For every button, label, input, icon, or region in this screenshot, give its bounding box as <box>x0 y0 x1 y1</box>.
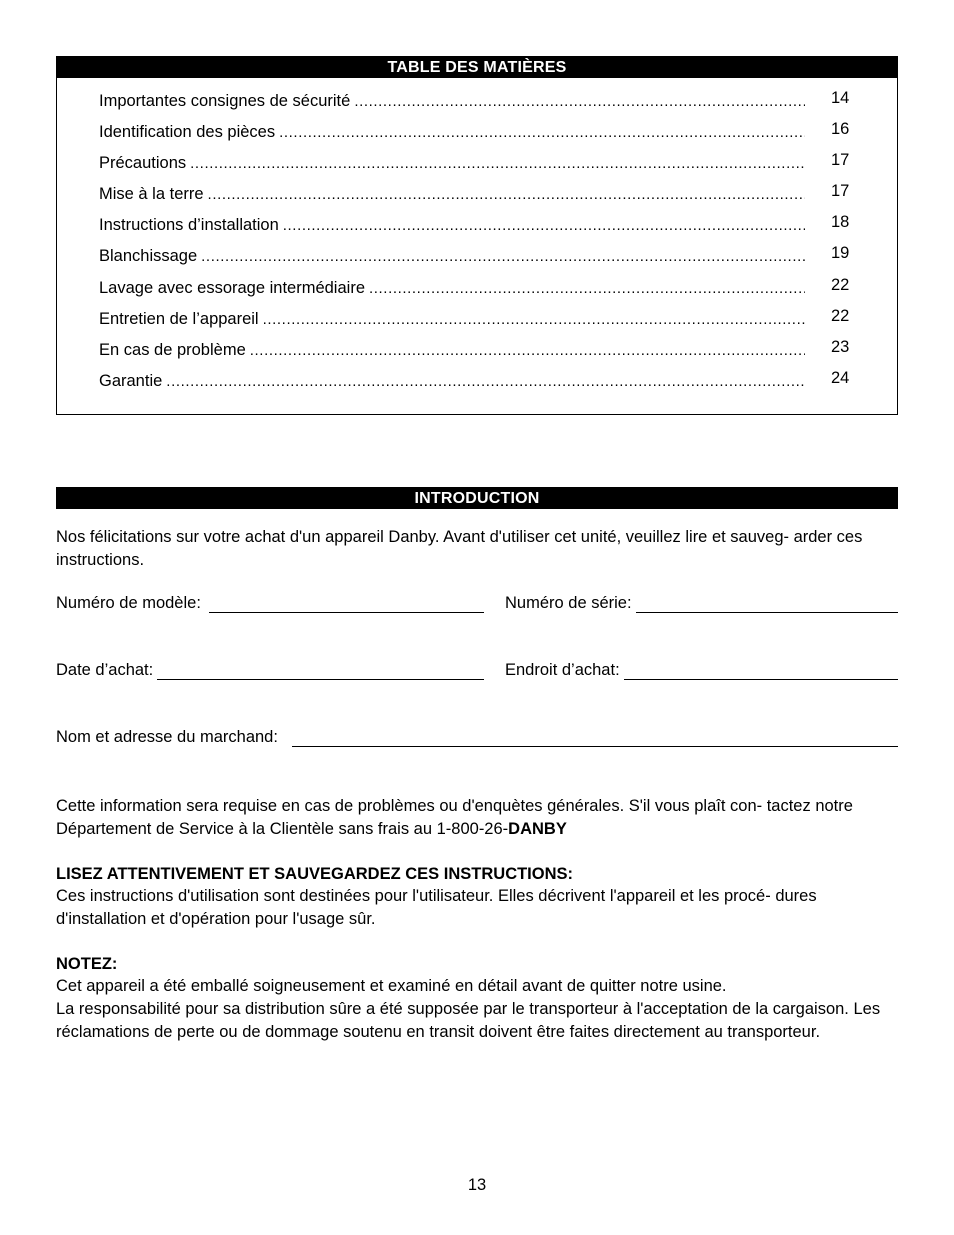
toc-entry <box>99 307 850 330</box>
toc-entry-page: 14 <box>831 89 850 107</box>
toc-leader-dots <box>250 342 805 359</box>
toc-title: TABLE DES MATIÈRES <box>387 59 567 76</box>
toc-entry-label: Précautions <box>99 154 187 172</box>
toc-entry-page: 24 <box>831 369 850 387</box>
toc-entry-label: Importantes consignes de sécurité <box>99 92 351 110</box>
contact-paragraph <box>56 795 898 840</box>
toc-entry-page: 22 <box>831 276 850 294</box>
dealer-field[interactable] <box>56 728 898 747</box>
toc-leader-dots <box>166 373 805 390</box>
toc-entry <box>99 182 850 205</box>
toc-entry-label: Garantie <box>99 372 163 390</box>
toc-entry-page: 18 <box>831 213 850 231</box>
note-heading: NOTEZ: <box>56 955 118 973</box>
purchase-date-field[interactable] <box>56 661 484 680</box>
read-paragraph: Ces instructions d'utilisation sont destinées pour l'utilisateur. Elles décrivent l'appareil et les procé- dures d'installation et d'opération pour l'usage sûr. <box>56 887 817 928</box>
toc-entry-page: 17 <box>831 182 850 200</box>
serial-number-field[interactable] <box>505 594 898 613</box>
toc-entry <box>99 120 850 143</box>
contact-text: Cette information sera requise en cas de problèmes ou d'enquètes générales. S'il vous plaît con- tactez notre Département de Service à la Clientèle sans frais au 1-800-26- <box>56 797 853 838</box>
toc-leader-dots <box>208 186 805 203</box>
purchase-place-field[interactable] <box>505 661 898 680</box>
toc-entry <box>99 369 850 392</box>
page-number: 13 <box>467 1176 487 1194</box>
model-number-line[interactable] <box>209 595 484 613</box>
note-paragraph: La responsabilité pour sa distribution sûre a été supposée par le transporteur à l'acceptation de la cargaison. Les réclamations de perte ou de dommage soutenu en transit doivent être faites directement au transporteur. <box>56 1000 881 1041</box>
serial-number-label: Numéro de série: <box>505 594 632 612</box>
toc-entry-page: 22 <box>831 307 850 325</box>
purchase-date-label: Date d’achat: <box>56 661 154 679</box>
toc-leader-dots <box>369 280 805 297</box>
toc-leader-dots <box>263 311 805 328</box>
note-line-1: Cet appareil a été emballé soigneusement et examiné en détail avant de quitter notre usine. <box>56 977 727 995</box>
toc-entry-label: Identification des pièces <box>99 123 276 141</box>
toc-entry <box>99 276 850 299</box>
model-number-label: Numéro de modèle: <box>56 594 201 612</box>
toc-leader-dots <box>190 155 805 172</box>
toc-entry <box>99 151 850 174</box>
intro-title-bar <box>56 487 898 509</box>
toc-entry <box>99 213 850 236</box>
serial-number-line[interactable] <box>636 595 898 613</box>
intro-paragraph: Nos félicitations sur votre achat d'un appareil Danby. Avant d'utiliser cet unité, veuillez lire et sauveg- arder ces instructions. <box>56 528 863 569</box>
dealer-line[interactable] <box>292 729 898 747</box>
model-number-field[interactable] <box>56 594 484 613</box>
toc-entry-page: 23 <box>831 338 850 356</box>
danby-phone-word: DANBY <box>508 819 567 838</box>
toc-entry-page: 17 <box>831 151 850 169</box>
toc-entry-label: Lavage avec essorage intermédiaire <box>99 279 365 297</box>
toc-leader-dots <box>354 93 805 110</box>
dealer-label: Nom et adresse du marchand: <box>56 728 278 746</box>
toc-entry-page: 19 <box>831 244 850 262</box>
toc-leader-dots <box>279 124 805 141</box>
toc-entry-label: Instructions d’installation <box>99 216 279 234</box>
toc-box <box>56 78 898 415</box>
toc-entry-label: Mise à la terre <box>99 185 204 203</box>
toc-leader-dots <box>201 248 805 265</box>
intro-title: INTRODUCTION <box>414 490 540 507</box>
read-heading: LISEZ ATTENTIVEMENT ET SAUVEGARDEZ CES INSTRUCTIONS: <box>56 865 574 883</box>
purchase-place-line[interactable] <box>624 662 898 680</box>
toc-entry <box>99 89 850 112</box>
toc-title-bar <box>56 56 898 78</box>
purchase-date-line[interactable] <box>157 662 484 680</box>
toc-entry-label: Blanchissage <box>99 247 198 265</box>
toc-entry-page: 16 <box>831 120 850 138</box>
purchase-place-label: Endroit d’achat: <box>505 661 620 679</box>
toc-entry <box>99 244 850 267</box>
toc-entry-label: En cas de problème <box>99 341 246 359</box>
toc-entry <box>99 338 850 361</box>
toc-entry-label: Entretien de l’appareil <box>99 310 259 328</box>
toc-leader-dots <box>283 217 805 234</box>
